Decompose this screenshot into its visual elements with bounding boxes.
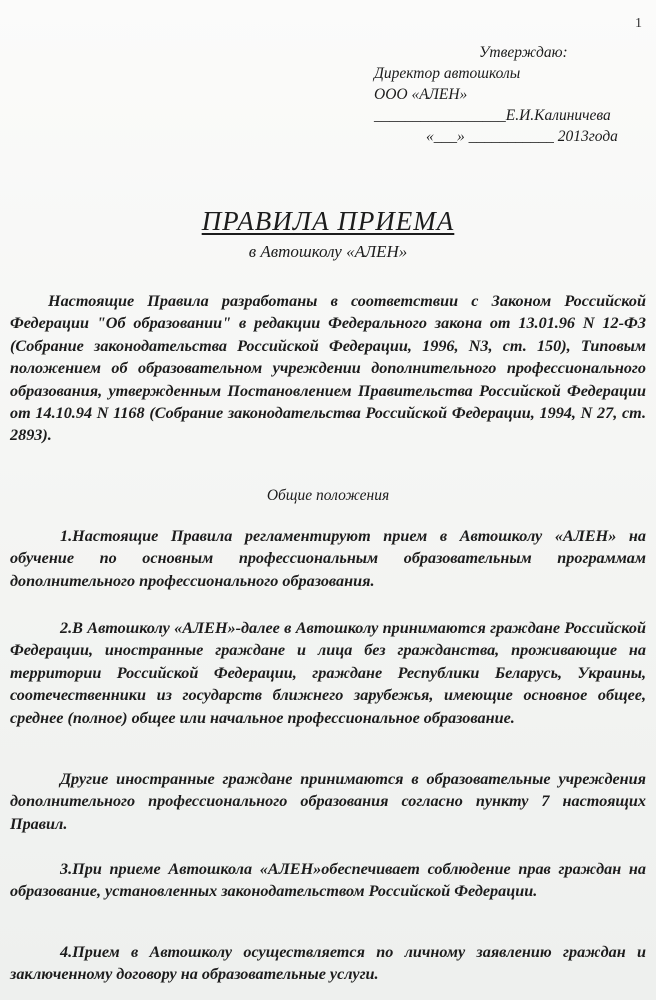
paragraph-3: 3.При приеме Автошкола «АЛЕН»обеспечивает соблюдение прав граждан на образование, установленных законодательством Российской Федерации.	[10, 860, 646, 901]
paragraph-2: 2.В Автошколу «АЛЕН»-далее в Автошколу принимаются граждане Российской Федерации, иностранные граждане и лица без гражданства, проживающие на территории Российской Федерации, граждане Республики Беларусь, Украины, соотечественники из государств ближнего зарубежья, имеющие основное общее, среднее (полное) общее или начальное профессиональное образование.	[10, 619, 646, 727]
approval-heading: Утверждаю:	[479, 44, 568, 61]
section-heading: Общие положения	[266, 487, 390, 504]
approval-date-line: «___» ___________ 2013года	[426, 128, 618, 145]
approval-position: Директор автошколы	[374, 65, 521, 82]
document-subtitle: в Автошколу «АЛЕН»	[248, 242, 408, 261]
paragraph-1: 1.Настоящие Правила регламентируют прием в Автошколу «АЛЕН» на обучение по основным профессиональным образовательным программам дополнительного профессионального образования.	[10, 527, 646, 590]
document-title: ПРАВИЛА ПРИЕМА	[201, 206, 455, 236]
approval-signature-line: _________________Е.И.Калиничева	[374, 107, 611, 124]
page-number: 1	[635, 16, 642, 31]
approval-block	[374, 42, 644, 147]
approval-organization: ООО «АЛЕН»	[374, 86, 468, 103]
intro-paragraph: Настоящие Правила разработаны в соответствии с Законом Российской Федерации "Об образовании" в редакции Федерального закона от 13.01.96 N 12-ФЗ (Собрание законодательства Российской Федерации, 1996, N3, ст. 150), Типовым положением об образовательном учреждении дополнительного профессионального образования, утвержденным Постановлением Правительства Российской Федерации от 14.10.94 N 1168 (Собрание законодательства Российской Федерации, 1994, N 27, ст. 2893).	[10, 292, 646, 445]
paragraph-2-continued: Другие иностранные граждане принимаются в образовательные учреждения дополнительного профессионального образования согласно пункту 7 настоящих Правил.	[10, 770, 646, 833]
paragraph-4: 4.Прием в Автошколу осуществляется по личному заявлению граждан и заключенному договору на образовательные услуги.	[10, 943, 646, 984]
